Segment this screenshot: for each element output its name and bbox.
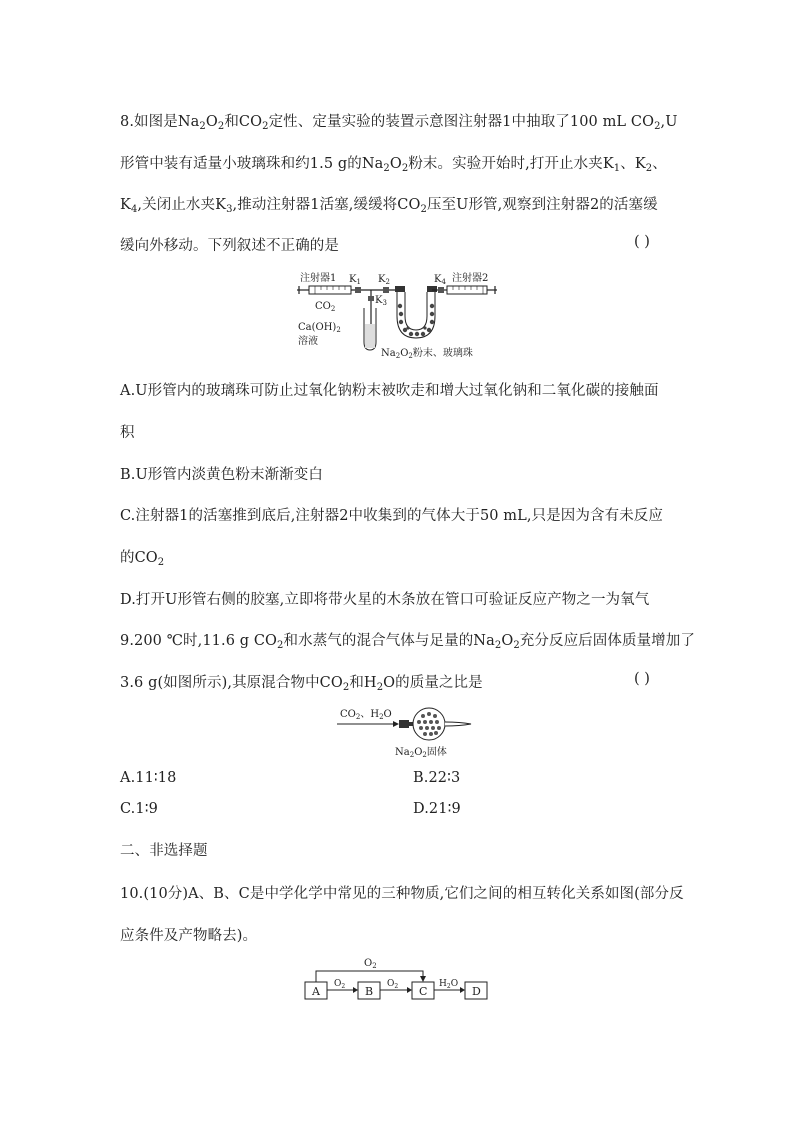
q8-line-2: 形管中装有适量小玻璃珠和约1.5 g的$Na_2O_2$粉末。实验开始时,打开止水夹$K_1$、$K_2$、 — [120, 156, 667, 174]
q8-line-3: $K_4$,关闭止水夹$K_3$,推动注射器1活塞,缓缓将$CO_2$压至U形管,观察到注射器2的活塞缓 — [120, 197, 658, 215]
q10-line-2: 应条件及产物略去)。 — [120, 928, 258, 944]
k4-label: $K_4$ — [434, 274, 446, 286]
section-2-heading: 二、非选择题 — [120, 843, 208, 859]
q8-option-b: B.U形管内淡黄色粉末渐渐变白 — [120, 467, 323, 483]
q9-option-d: D.21∶9 — [413, 801, 461, 817]
q8-apparatus-figure — [295, 268, 500, 364]
q8-option-c-line-1: C.注射器1的活塞推到底后,注射器2中收集到的气体大于50 mL,只是因为含有未反应 — [120, 508, 663, 524]
q8-line-1: 8.如图是$Na_2O_2$和$CO_2$定性、定量实验的装置示意图注射器1中抽取了100 mL $CO_2,U$ — [120, 114, 678, 132]
q8-line-4: 缓向外移动。下列叙述不正确的是 — [120, 238, 339, 254]
solution-label: 溶液 — [298, 336, 318, 347]
q8-answer-paren: ( ) — [634, 234, 650, 250]
q8-option-d: D.打开U形管右侧的胶塞,立即将带火星的木条放在管口可验证反应产物之一为氧气 — [120, 592, 650, 608]
box-d: D — [472, 985, 481, 998]
q9-solid-label: $Na_2O_2$固体 — [395, 747, 447, 759]
arrow-o2-1: $O_2$ — [334, 979, 346, 990]
k2-label: $K_2$ — [378, 274, 390, 286]
q8-option-a-line-2: 积 — [120, 425, 135, 441]
q9-option-a: A.11∶18 — [120, 770, 177, 786]
q9-option-b: B.22∶3 — [413, 770, 461, 786]
arrow-o2-2: $O_2$ — [387, 979, 399, 990]
box-b: B — [365, 985, 374, 998]
k1-label: $K_1$ — [349, 274, 361, 286]
q10-conversion-diagram — [300, 954, 495, 1004]
box-a: A — [312, 985, 320, 998]
syringe2-label: 注射器2 — [452, 273, 489, 284]
box-c: C — [419, 985, 428, 998]
q8-option-c-line-2: 的$CO_2$ — [120, 550, 165, 568]
q9-gas-label: $CO_2$、$H_2O$ — [340, 709, 392, 721]
co2-label: $CO_2$ — [315, 301, 336, 313]
syringe1-label: 注射器1 — [300, 273, 337, 284]
q8-option-a-line-1: A.U形管内的玻璃珠可防止过氧化钠粉末被吹走和增大过氧化钠和二氧化碳的接触面 — [120, 383, 659, 399]
caoh-label: $Ca(OH)_2$ — [298, 322, 341, 334]
q10-top-o2-label: $O_2$ — [364, 958, 377, 970]
q10-line-1: 10.(10分)A、B、C是中学化学中常见的三种物质,它们之间的相互转化关系如图(部分反 — [120, 886, 684, 902]
arrow-h2o: $H_2O$ — [439, 979, 459, 990]
q9-apparatus-figure — [335, 704, 475, 762]
q9-answer-paren: ( ) — [634, 671, 650, 687]
na2o2-beads-label: $Na_2O_2$粉末、玻璃珠 — [381, 348, 473, 360]
q9-line-1: 9.200 ℃时,11.6 g $CO_2$和水蒸气的混合气体与足量的$Na_2O_2$充分反应后固体质量增加了 — [120, 633, 695, 651]
q9-option-c: C.1∶9 — [120, 801, 158, 817]
q9-line-2: 3.6 g(如图所示),其原混合物中$CO_2$和$H_2O$的质量之比是 — [120, 675, 483, 693]
k3-label: $K_3$ — [375, 295, 387, 307]
